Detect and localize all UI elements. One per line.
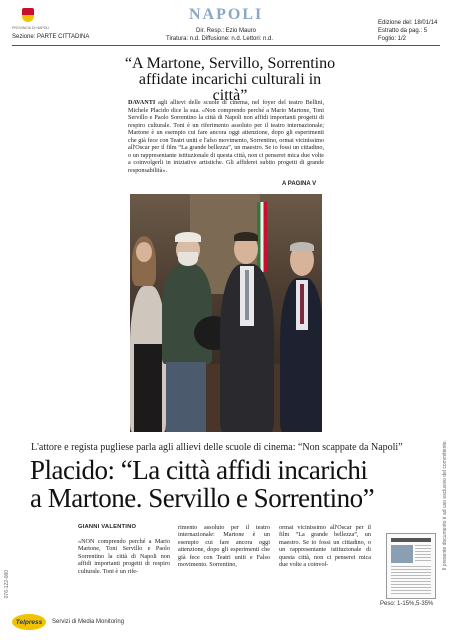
main-column-1: «NON comprendo perché a Mario Martone, Toni Servillo e Paolo Sorrentino la città di Napoli non affidi importanti progetti di respiro culturale. Toni è un rife- [78,538,170,575]
photo-person-placido [162,264,212,364]
logo-crest [22,8,34,22]
news-photo [130,194,322,432]
photo-placido-hair [175,232,201,242]
main-headline-line1: Placido: “La città affidi incarichi [30,455,368,485]
thumbnail-headline [391,538,431,542]
section-label: Sezione: PARTE CITTADINA [12,34,90,40]
page-thumbnail [386,533,436,599]
photo-woman-face [136,242,152,262]
thumbnail-lines-bottom [391,566,431,594]
page-extract: Estratto da pag.: 5 [378,28,428,34]
photo-flag [257,202,267,272]
side-notice: Il presente documento è ad uso esclusivo del committente. [442,440,448,571]
logo-caption: PROVINCIA DI NAPOLI [12,26,50,30]
top-headline-line1: “A Martone, Servillo, Sorrentino [124,55,336,72]
strapline: L'attore e regista pugliese parla agli allievi delle scuole di cinema: “Non scappate da Napoli” [31,442,403,453]
photo-woman-legs [134,344,162,432]
top-article-text: agli allievi delle scuole di cinema, nel foyer del teatro Bellini, Michele Placido dice la sua. «Non comprendo perché a Mario Martone, Toni Servillo e Paolo Sorrentino la città di Napoli non affidi importanti progetti di respiro culturale. Toni è un riferimento assoluto per il teatro internazionale; Martone è un esempio cui fare ancora oggi attenzione, dopo gli esperimenti che già fece con Teatri uniti e l'afso movimento, Sorrentino, ormai vicinissimo all'Oscar per il film “La grande bellezza”, un maestro. Se io fossi un cittadino, o un rappresentante istituzionale di questa città, non ci penserei mica due volte a coinvolgerli in iniziative artistiche. Gli affiderei subito progetti di grande responsabilità». [128,99,324,174]
top-article-lead: DAVANTI [128,99,156,106]
main-column-2: rimento assoluto per il teatro internazionale: Martone è un esempio cui fare ancora oggi attenzione, dopo gli esperimenti che già fece con Teatri uniti e Falso movimento. Sorrentino, [178,524,270,569]
top-headline-line2: affidate incarichi culturali in città” [138,71,322,104]
telpress-logo [12,614,46,630]
photo-right-hair [290,242,314,251]
top-article-body [128,99,324,179]
photo-right-tie [300,284,304,324]
photo-center-tie [245,270,249,320]
edition-date: Edizione del: 18/01/14 [378,20,438,26]
circulation-line: Tiratura: n.d. Diffusione: n.d. Lettori: n.d. [166,36,274,42]
byline: GIANNI VALENTINO [78,524,137,530]
top-headline [120,56,340,104]
header-divider [12,45,440,46]
photo-placido-beard [178,252,198,266]
main-headline-line2: a Martone. Servillo e Sorrentino” [30,483,375,513]
telpress-logo-text: Telpress [15,618,43,626]
photo-center-hair [234,232,258,241]
main-headline [30,456,420,512]
thumbnail-lines-right [415,545,431,563]
main-column-3: ormai vicinissimo all'Oscar per il film “La grande bellezza”, un maestro. Se io fossi un cittadino, o un rappresentante istituzionale di questa città, non ci penserei mica due volte a coinvol- [279,524,371,569]
thumbnail-photo [391,545,413,563]
photo-placido-jeans [166,362,206,432]
sheet-number: Foglio: 1/2 [378,36,407,42]
masthead: NAPOLI [189,6,264,23]
director-line: Dir. Resp.: Ezio Mauro [196,28,257,34]
page-weight: Peso: 1-15%,5-35% [380,601,434,607]
top-article-ref: A PAGINA V [282,181,317,187]
side-code: 076-122-080 [4,570,10,599]
footer-service: Servizi di Media Monitoring [52,619,125,625]
